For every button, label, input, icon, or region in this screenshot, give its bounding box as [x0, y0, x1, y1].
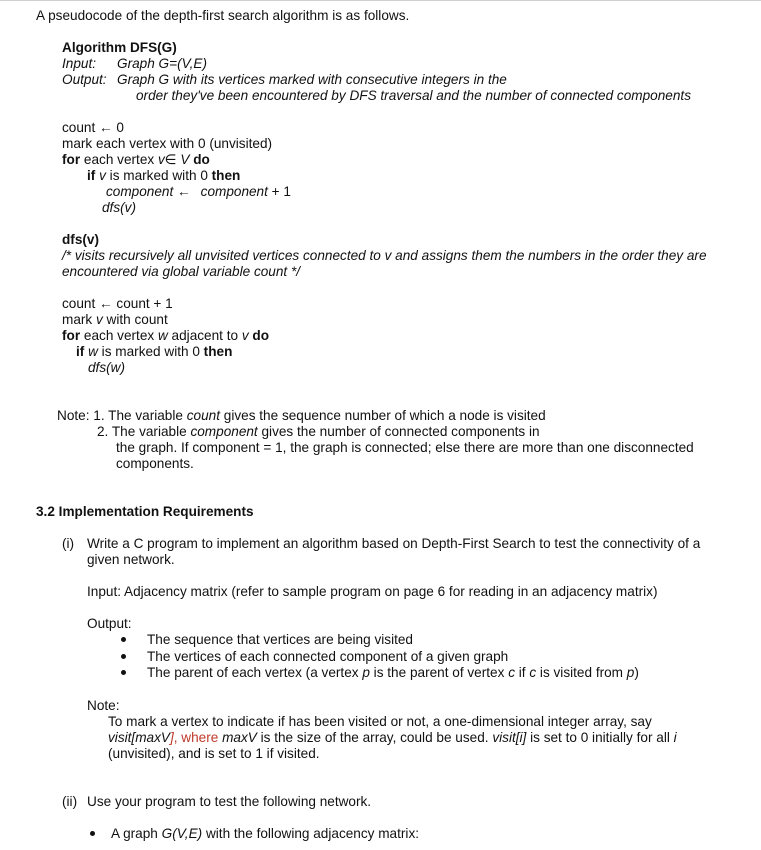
impl-note-label: Note:: [87, 698, 120, 713]
code-set-V: V: [176, 152, 190, 167]
dfs-mark-v: [62, 312, 168, 328]
code-text: each vertex: [80, 152, 158, 167]
note-component-term: component: [190, 424, 258, 439]
algorithm-input-label: Input:: [62, 56, 97, 71]
keyword-for: for: [62, 152, 81, 167]
algorithm-output-value-1: Graph G with its vertices marked with consecutive integers in the: [117, 72, 507, 87]
code-var-v: v: [95, 168, 106, 183]
dfs-proc-title: dfs(v): [62, 232, 100, 247]
code-count-init: count ← 0: [62, 120, 124, 135]
code-var-v: v: [157, 152, 165, 167]
code-var-w: w: [84, 344, 98, 359]
bullet-text: The parent of each vertex (a vertex: [147, 665, 363, 680]
var-p: p: [362, 665, 370, 680]
algorithm-input-value: Graph G=(V,E): [117, 56, 208, 71]
code-text: mark: [62, 312, 96, 327]
code-text: is marked with 0: [97, 344, 204, 359]
code-bracket: ]: [169, 730, 174, 745]
graph-description: [111, 826, 419, 842]
bullet-dot: [121, 670, 126, 675]
section-heading: 3.2 Implementation Requirements: [36, 504, 254, 519]
bullet-text: if: [514, 665, 530, 680]
note-2-line-3: components.: [116, 456, 194, 471]
code-text: with count: [102, 312, 168, 327]
algorithm-output-label: Output:: [62, 72, 107, 87]
bullet-dot: [121, 654, 126, 659]
item-2-number: (ii): [62, 794, 78, 809]
element-of-symbol: ∈: [164, 152, 177, 167]
bullet-text: ): [634, 665, 639, 680]
code-for-each-vertex: [62, 152, 210, 168]
bullet-text: is visited from: [536, 665, 627, 680]
code-text: is marked with 0: [105, 168, 212, 183]
output-bullet-3: [147, 665, 639, 681]
item-1-number: (i): [62, 536, 75, 551]
keyword-if: if: [87, 168, 96, 183]
var-c: c: [529, 665, 537, 680]
keyword-then: then: [211, 168, 241, 183]
code-component-lhs: component ←: [106, 184, 191, 199]
code-component-update: [106, 184, 291, 200]
keyword-for: for: [62, 328, 81, 343]
bullet-dot: [121, 637, 126, 642]
item-2-text: Use your program to test the following network.: [87, 794, 372, 809]
impl-note-line-3: (unvisited), and is set to 1 if visited.: [108, 746, 320, 761]
note-2-line-2: the graph. If component = 1, the graph is connected; else there are more than one disconnected: [116, 440, 694, 455]
item-1-line-2: given network.: [87, 552, 175, 567]
code-plus-one: + 1: [267, 184, 291, 199]
code-visit-array: visit[maxV: [108, 730, 170, 745]
code-dfs-call: dfs(v): [102, 200, 136, 215]
impl-note-line-2: [108, 730, 677, 746]
code-var-i: i: [673, 730, 677, 745]
code-text: each vertex: [80, 328, 158, 343]
bullet-dot: [90, 831, 95, 836]
graph-text: A graph: [111, 826, 162, 841]
note-1-text: gives the sequence number of which a node is visited: [219, 408, 546, 423]
note-text: , where: [173, 730, 223, 745]
var-p: p: [626, 665, 635, 680]
note-text: is the size of the array, could be used.: [256, 730, 493, 745]
code-visit-i: visit[i]: [492, 730, 527, 745]
page-top-rule: [0, 0, 761, 1]
dfs-count-increment: count ← count + 1: [62, 296, 173, 311]
code-mark-each: mark each vertex with 0 (unvisited): [62, 136, 273, 151]
note-1: [57, 408, 546, 424]
dfs-for-adjacent: [62, 328, 269, 344]
keyword-do: do: [189, 152, 210, 167]
intro-text: A pseudocode of the depth-first search algorithm is as follows.: [36, 8, 410, 23]
output-bullet-1: The sequence that vertices are being visited: [147, 632, 413, 647]
bullet-text: is the parent of vertex: [369, 665, 509, 680]
dfs-proc-comment-2: encountered via global variable count */: [62, 264, 301, 279]
code-if-unvisited: [87, 168, 240, 184]
code-component-rhs: component: [200, 184, 268, 199]
note-2-text: gives the number of connected components in: [257, 424, 540, 439]
item-1-line-1: Write a C program to implement an algorithm based on Depth-First Search to test the connectivity of a: [87, 536, 701, 551]
keyword-do: do: [248, 328, 270, 343]
dfs-proc-comment-1: /* visits recursively all unvisited vertices connected to v and assigns them the numbers in the order they are: [62, 248, 707, 263]
var-c: c: [508, 665, 515, 680]
graph-notation: G(V,E): [161, 826, 203, 841]
keyword-if: if: [76, 344, 85, 359]
note-text: is set to 0 initially for all: [526, 730, 674, 745]
code-var-v: v: [241, 328, 249, 343]
note-2: [97, 424, 540, 440]
algorithm-title: Algorithm DFS(G): [62, 40, 177, 55]
impl-note-line-1: To mark a vertex to indicate if has been visited or not, a one-dimensional integer array, say: [108, 714, 652, 729]
dfs-recursive-call: dfs(w): [88, 360, 126, 375]
output-bullet-2: The vertices of each connected component of a given graph: [147, 649, 509, 664]
note-count-term: count: [186, 408, 220, 423]
algorithm-output-value-2: order they've been encountered by DFS traversal and the number of connected components: [136, 88, 691, 103]
note-2-text: 2. The variable: [97, 424, 191, 439]
code-text: adjacent to: [167, 328, 242, 343]
code-var-w: w: [157, 328, 168, 343]
dfs-if-unvisited: [76, 344, 232, 360]
code-var-v: v: [95, 312, 103, 327]
output-label: Output:: [87, 616, 132, 631]
input-description: Input: Adjacency matrix (refer to sample program on page 6 for reading in an adjacency matrix): [87, 584, 658, 599]
keyword-then: then: [203, 344, 233, 359]
graph-text: with the following adjacency matrix:: [202, 826, 420, 841]
note-label: Note: 1. The variable: [57, 408, 187, 423]
code-maxV: maxV: [222, 730, 257, 745]
